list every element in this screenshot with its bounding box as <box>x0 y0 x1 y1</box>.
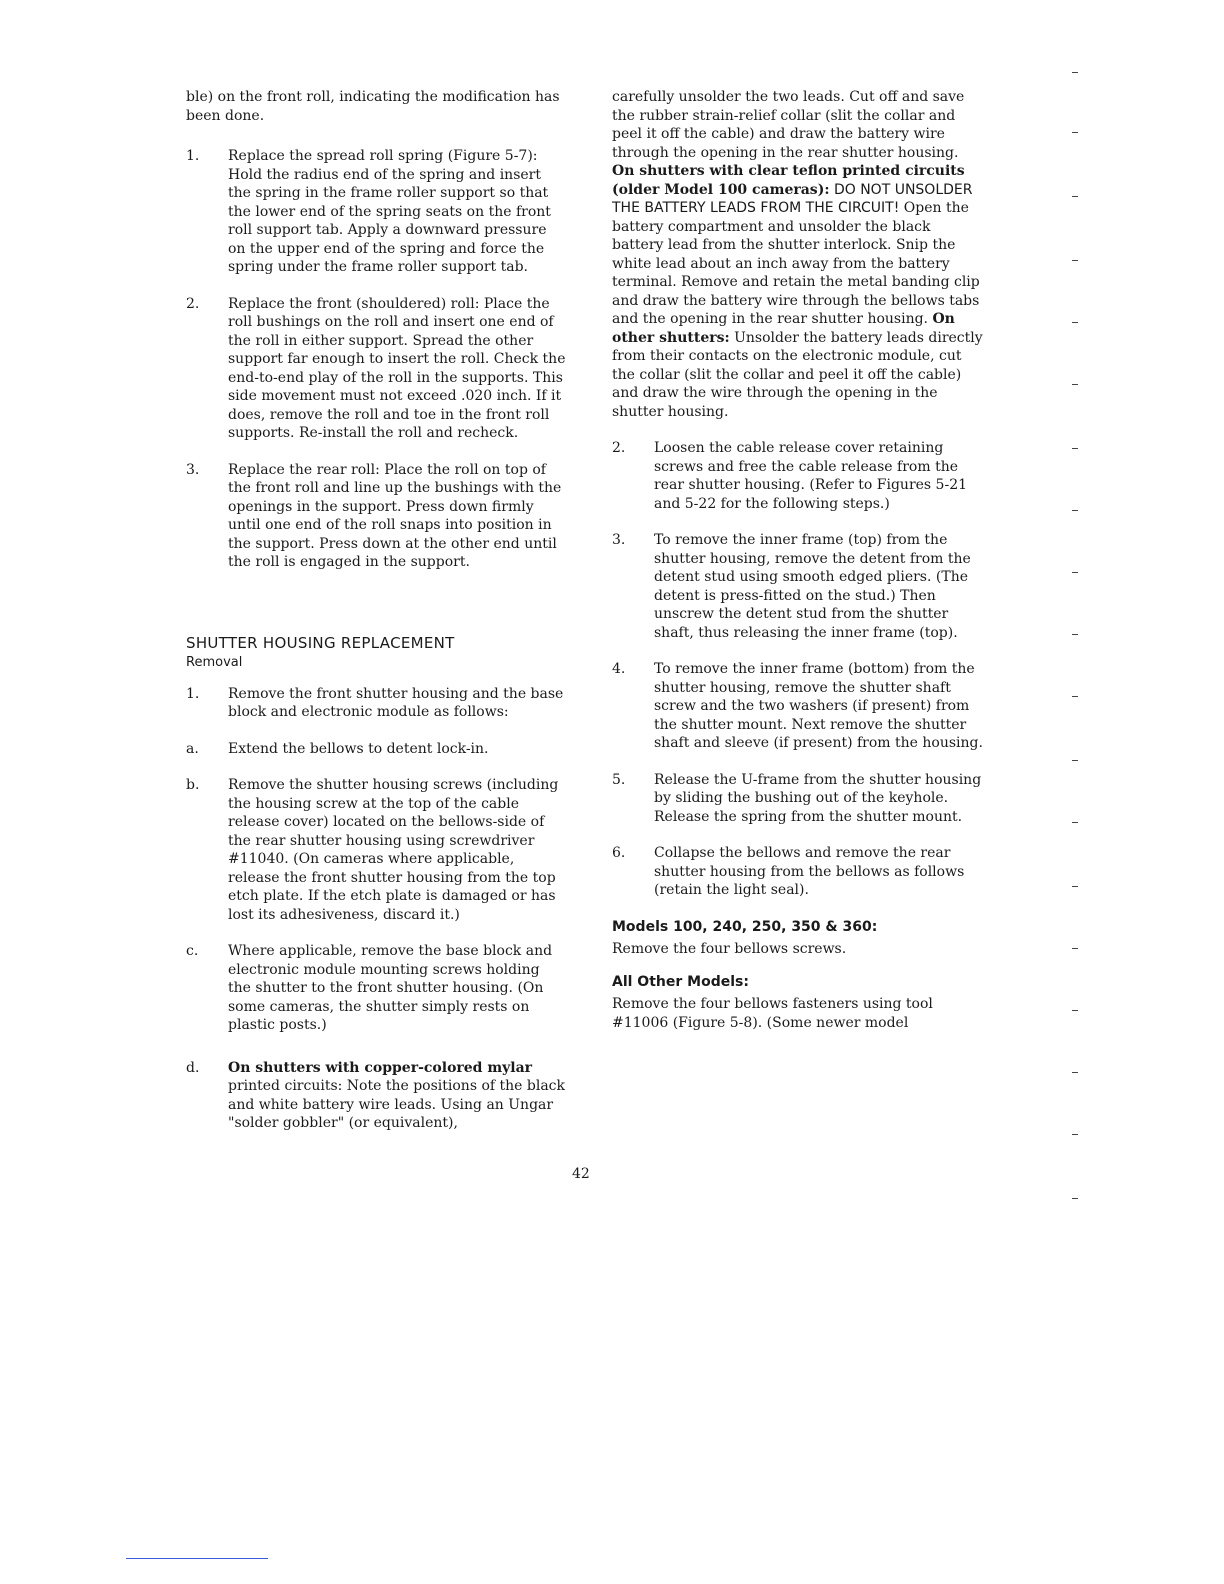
step-text: Remove the front shutter housing and the base block and electronic module as follows: <box>228 685 564 720</box>
step-number: 3. <box>186 461 200 478</box>
list-item <box>612 439 984 513</box>
list-item <box>186 1059 566 1133</box>
step-bold-text: On shutters with copper-colored mylar <box>228 1059 533 1076</box>
step-number: b. <box>186 777 200 793</box>
step-number: c. <box>186 943 199 959</box>
step-text: Where applicable, remove the base block and electronic module mounting screws holding the shutter to the front shutter housing. (On some cameras, the shutter simply rests on plastic posts.) <box>228 943 553 1033</box>
bold-note: On other shutters: <box>612 311 955 346</box>
step-text: To remove the inner frame (top) from the shutter housing, remove the detent from the detent stud using smooth edged pliers. (The detent is press-fitted on the stud.) Then unscrew the detent stud from the shutter shaft, thus releasing the inner frame (top). <box>654 532 971 641</box>
list-item <box>612 771 984 827</box>
step-text: Replace the front (shouldered) roll: Place the roll bushings on the roll and insert one end of the roll in either support. Spread the other support far enough to insert the roll. Check the end-to-end play of the roll in the supports. This side movement must not exceed .020 inch. If it does, remove the roll and toe in the front roll supports. Re-install the roll and recheck. <box>228 295 566 441</box>
step-number: 2. <box>186 295 200 312</box>
step-number: 6. <box>612 845 626 861</box>
caps-warning: DO NOT UNSOLDER THE BATTERY LEADS FROM THE CIRCUIT! <box>612 181 973 216</box>
bold-note: On shutters with clear teflon printed circuits (older Model 100 cameras): <box>612 163 965 198</box>
other-models-text: Remove the four bellows fasteners using tool #11006 (Figure 5-8). (Some newer model <box>612 996 933 1031</box>
continued-text: carefully unsolder the two leads. Cut off and save the rubber strain-relief collar (slit the collar and peel it off the cable) and draw the battery wire through the opening in the rear shutter housing. <box>612 89 965 161</box>
models-text: Remove the four bellows screws. <box>612 941 847 957</box>
step-text: Replace the rear roll: Place the roll on top of the front roll and line up the bushings with the openings in the support. Press down firmly until one end of the roll snaps into position in the support. Press down at the other end until the roll is engaged in the support. <box>228 461 562 570</box>
page-number: 42 <box>572 1166 590 1182</box>
list-item <box>186 942 566 1035</box>
step-text: Collapse the bellows and remove the rear shutter housing from the bellows as follows (retain the light seal). <box>654 845 965 898</box>
step-text: Loosen the cable release cover retaining screws and free the cable release from the rear shutter housing. (Refer to Figures 5-21 and 5-22 for the following steps.) <box>654 440 968 512</box>
models-heading: Models 100, 240, 250, 350 & 360: <box>612 918 878 935</box>
step-number: d. <box>186 1059 200 1076</box>
step-text: printed circuits: Note the positions of the black and white battery wire leads. Using an Ungar "solder gobbler" (or equivalent), <box>228 1078 565 1131</box>
step-number: 5. <box>612 771 626 788</box>
left-column <box>186 88 566 1151</box>
step-number: 1. <box>186 148 200 164</box>
list-item <box>612 531 984 642</box>
list-item <box>612 660 984 753</box>
section-subhead: Removal <box>186 655 243 670</box>
step-text: Replace the spread roll spring (Figure 5-7): Hold the radius end of the spring and insert the spring in the frame roller support so that the lower end of the spring seats on the front roll support tab. Apply a downward pressure on the upper end of the spring and force the spring under the frame roller support tab. <box>228 148 551 275</box>
step-number: 3. <box>612 532 626 548</box>
footnote-rule <box>126 1558 268 1559</box>
step-text: To remove the inner frame (bottom) from the shutter housing, remove the shutter shaft screw and the two washers (if present) from the shutter mount. Next remove the shutter shaft and sleeve (if present) from the housing. <box>654 661 983 751</box>
step-text: Release the U-frame from the shutter housing by sliding the bushing out of the keyhole. Release the spring from the shutter mount. <box>654 771 982 825</box>
continued-paragraph <box>612 88 984 421</box>
step-text: Extend the bellows to detent lock-in. <box>228 740 489 757</box>
list-item <box>186 740 566 759</box>
list-item <box>186 295 566 443</box>
continued-text: Open the battery compartment and unsolder the black battery lead from the shutter interlock. Snip the white lead about an inch away from the battery terminal. Remove and retain the metal banding clip and draw the battery wire through the bellows tabs and the opening in the rear shutter housing. <box>612 200 980 327</box>
step-text: Remove the shutter housing screws (including the housing screw at the top of the cable release cover) located on the bellows-side of the rear shutter housing using screwdriver #11040. (On cameras where applicable, release the front shutter housing from the top etch plate. If the etch plate is damaged or has lost its adhesiveness, discard it.) <box>228 777 559 923</box>
list-item <box>186 147 566 277</box>
intro-paragraph: ble) on the front roll, indicating the modification has been done. <box>186 89 560 124</box>
list-item <box>612 844 984 900</box>
list-item <box>186 461 566 572</box>
other-models-heading: All Other Models: <box>612 973 749 990</box>
step-number: 2. <box>612 440 626 456</box>
continued-text: Unsolder the battery leads directly from their contacts on the electronic module, cut the collar (slit the collar and peel it off the cable) and draw the wire through the opening in the shutter housing. <box>612 329 983 420</box>
list-item <box>186 685 566 722</box>
list-item <box>186 776 566 924</box>
section-title: SHUTTER HOUSING REPLACEMENT <box>186 633 455 652</box>
step-number: a. <box>186 740 199 757</box>
step-number: 4. <box>612 661 626 677</box>
step-number: 1. <box>186 685 200 702</box>
margin-marks <box>1068 60 1088 1510</box>
right-column <box>612 88 984 1046</box>
